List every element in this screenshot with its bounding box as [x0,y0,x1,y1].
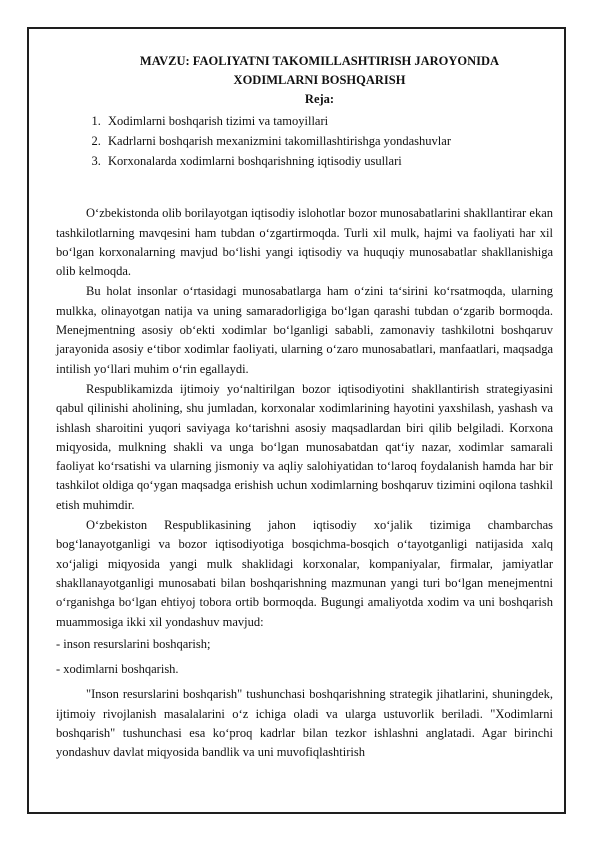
title-line-1: MAVZU: FAOLIYATNI TAKOMILLASHTIRISH JAROYONIDA [139,54,500,68]
plan-item: 3. Korxonalarda xodimlarni boshqarishning iqtisodiy usullari [104,151,553,171]
plan-item: 1. Xodimlarni boshqarish tizimi va tamoyillari [104,111,553,131]
plan-heading: Reja: [304,92,335,106]
document-body [56,204,553,762]
plan-list [56,111,553,171]
body-paragraph: "Inson resurslarini boshqarish" tushunchasi boshqarishning strategik jihatlarini, shuningdek, ijtimoiy rivojlanish masalalarini o‘z ichiga oladi va ularga ustuvorlik beriladi. "Xodimlarni boshqarish" tushunchasi esa ko‘proq kadrlar bilan tezkor ishlashni anglatadi. Agar birinchi yondashuv davlat miqyosida bandlik va uni muvofiqlashtirish [56,687,553,760]
body-paragraph: O‘zbekistonda olib borilayotgan iqtisodiy islohotlar bozor munosabatlarini shakllantirar ekan tashkilotlarning mavqesini ham tubdan o‘zgartirmoqda. Turli xil mulk, hajmi va faoliyati har xil bo‘lgan korxonalarning mavjud bo‘lishi yangi iqtisodiy va huquqiy munosabatlar shakllanishiga olib kelmoqda. [56,206,553,279]
body-paragraph: Bu holat insonlar o‘rtasidagi munosabatlarga ham o‘zini ta‘sirini ko‘rsatmoqda, ularning mulkka, olinayotgan natija va uning samaradorligiga bo‘lgan qarashi tubdan o‘zgarib bormoqda. Menejmentning asosiy ob‘ekti xodimlar bo‘lganligi sababli, zamonaviy tashkilotni boshqaruv jarayonida asosiy e‘tibor xodimlar faoliyati, ularning o‘zaro munosabatlari, manfaatlari, maqsadga intilish yo‘llari muhim o‘rin egallaydi. [56,284,553,376]
body-paragraph: Respublikamizda ijtimoiy yo‘naltirilgan bozor iqtisodiyotini shakllantirish strategiyasini qabul qilinishi aholining, shu jumladan, korxonalar xodimlarining hayotini yaxshilash, yashash va ishlash sharoitini yuqori saviyaga ko‘tarishni asosiy maqsadlardan biri qilib belgiladi. Korxona miqyosida, mulkning shakli va unga bo‘lgan munosabatdan qat‘iy nazar, xodimlar samarali faoliyat ko‘rsatishi va ularning jismoniy va aqliy salohiyatidan to‘laroq foydalanish hamda har bir tashkilot oldiga qo‘ygan maqsadga erishish uchun xodimlarning boshqaruv tizimini oqilona tashkil etish muhimdir. [56,381,553,512]
title-line-2: XODIMLARNI BOSHQARISH [233,73,406,87]
document-content [56,52,553,764]
body-paragraph: O‘zbekiston Respublikasining jahon iqtisodiy xo‘jalik tizimiga chambarchas bog‘lanayotganligi va bozor iqtisodiyotiga bosqichma-bosqich o‘tayotganligi natijasida xalq xo‘jaligi miqyosida yangi mulk shaklidagi korxonalar, kompaniyalar, firmalar, jamiyatlar shakllanayotganligi munosabati bilan boshqarishning mazmunan yangi turi bo‘lgan menejmentni o‘rganishga bo‘lgan ehtiyoj tobora ortib bormoqda. Bugungi amaliyotda xodim va uni boshqarish muammosiga ikki xil yondashuv mavjud: [56,518,553,629]
dash-item: - inson resurslarini boshqarish; [56,636,211,651]
plan-item: 2. Kadrlarni boshqarish mexanizmini takomillashtirishga yondashuvlar [104,131,553,151]
dash-item: - xodimlarni boshqarish. [56,662,179,677]
